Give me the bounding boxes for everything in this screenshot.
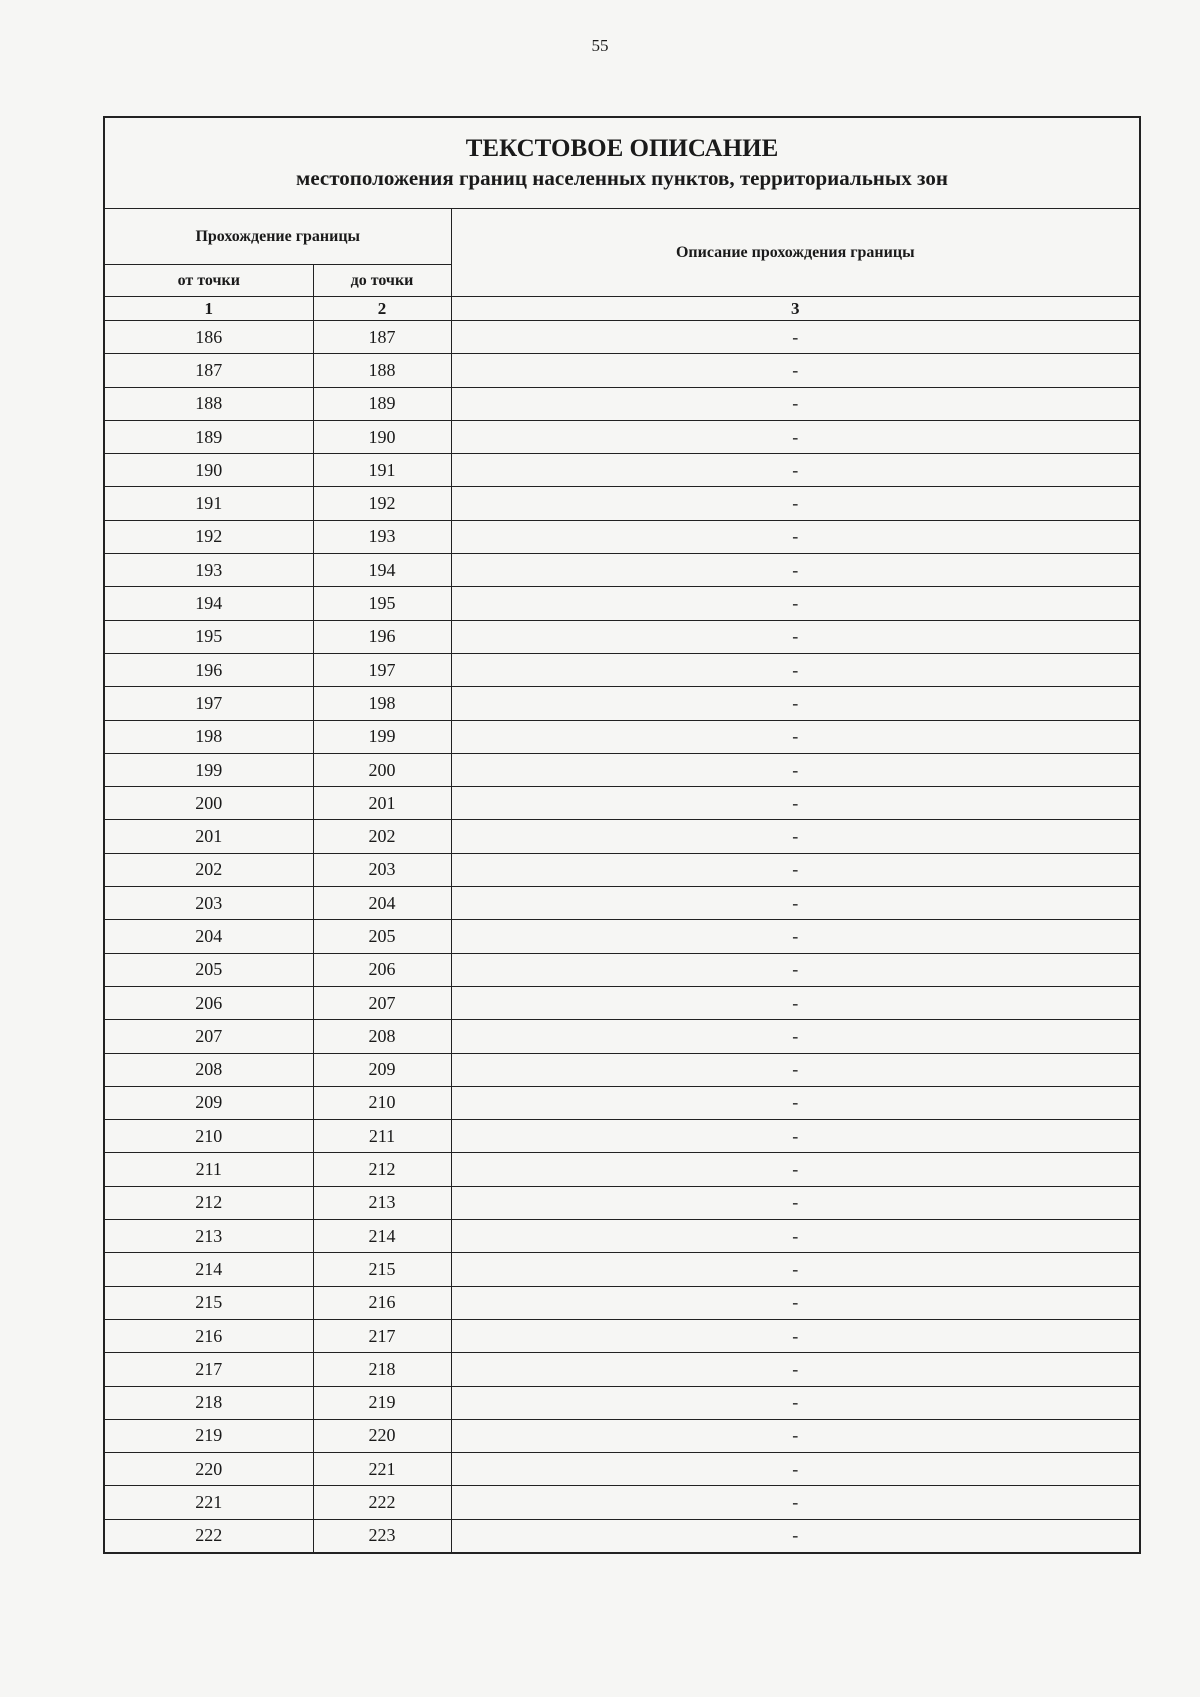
description-cell: -: [451, 1319, 1140, 1352]
to-point-cell: 218: [313, 1353, 451, 1386]
from-point-cell: 216: [104, 1319, 313, 1352]
from-point-cell: 190: [104, 454, 313, 487]
table-row: [104, 1053, 1140, 1086]
from-point-cell: 191: [104, 487, 313, 520]
table-row: [104, 1286, 1140, 1319]
description-cell: -: [451, 454, 1140, 487]
from-point-cell: 211: [104, 1153, 313, 1186]
description-cell: -: [451, 653, 1140, 686]
from-point-cell: 214: [104, 1253, 313, 1286]
table-row: [104, 487, 1140, 520]
from-point-cell: 186: [104, 321, 313, 354]
to-point-cell: 196: [313, 620, 451, 653]
table-row: [104, 753, 1140, 786]
to-point-cell: 219: [313, 1386, 451, 1419]
table-row: [104, 687, 1140, 720]
from-point-cell: 195: [104, 620, 313, 653]
to-point-cell: 211: [313, 1120, 451, 1153]
from-point-cell: 203: [104, 887, 313, 920]
from-point-cell: 201: [104, 820, 313, 853]
description-cell: -: [451, 1153, 1140, 1186]
from-point-cell: 202: [104, 853, 313, 886]
description-cell: -: [451, 953, 1140, 986]
description-cell: -: [451, 587, 1140, 620]
description-cell: -: [451, 920, 1140, 953]
description-cell: -: [451, 1253, 1140, 1286]
table-row: [104, 986, 1140, 1019]
from-point-cell: 208: [104, 1053, 313, 1086]
table-row: [104, 1120, 1140, 1153]
description-cell: -: [451, 1120, 1140, 1153]
table-row: [104, 1486, 1140, 1519]
description-cell: -: [451, 1286, 1140, 1319]
from-point-cell: 189: [104, 420, 313, 453]
description-cell: -: [451, 1519, 1140, 1553]
from-point-cell: 200: [104, 787, 313, 820]
to-point-cell: 201: [313, 787, 451, 820]
to-point-cell: 221: [313, 1453, 451, 1486]
table-row: [104, 1220, 1140, 1253]
column-number-3: 3: [451, 297, 1140, 321]
to-point-cell: 205: [313, 920, 451, 953]
from-point-cell: 212: [104, 1186, 313, 1219]
table-row: [104, 1020, 1140, 1053]
to-point-cell: 216: [313, 1286, 451, 1319]
to-point-cell: 192: [313, 487, 451, 520]
from-point-cell: 199: [104, 753, 313, 786]
table-row: [104, 321, 1140, 354]
table-row: [104, 354, 1140, 387]
description-cell: -: [451, 387, 1140, 420]
header-description: Описание прохождения границы: [451, 209, 1140, 297]
from-point-cell: 193: [104, 554, 313, 587]
to-point-cell: 217: [313, 1319, 451, 1352]
document-subtitle: местоположения границ населенных пунктов, территориальных зон: [296, 166, 948, 190]
from-point-cell: 217: [104, 1353, 313, 1386]
to-point-cell: 220: [313, 1419, 451, 1452]
table-row: [104, 920, 1140, 953]
description-cell: -: [451, 1220, 1140, 1253]
table-row: [104, 1319, 1140, 1352]
description-cell: -: [451, 887, 1140, 920]
from-point-cell: 187: [104, 354, 313, 387]
table-row: [104, 587, 1140, 620]
to-point-cell: 214: [313, 1220, 451, 1253]
table-row: [104, 1186, 1140, 1219]
to-point-cell: 200: [313, 753, 451, 786]
table-row: [104, 387, 1140, 420]
to-point-cell: 187: [313, 321, 451, 354]
from-point-cell: 198: [104, 720, 313, 753]
to-point-cell: 212: [313, 1153, 451, 1186]
description-cell: -: [451, 554, 1140, 587]
to-point-cell: 223: [313, 1519, 451, 1553]
from-point-cell: 194: [104, 587, 313, 620]
description-cell: -: [451, 1353, 1140, 1386]
description-cell: -: [451, 720, 1140, 753]
description-cell: -: [451, 820, 1140, 853]
table-row: [104, 1353, 1140, 1386]
document-title: ТЕКСТОВОЕ ОПИСАНИЕ: [465, 135, 779, 162]
from-point-cell: 219: [104, 1419, 313, 1452]
to-point-cell: 222: [313, 1486, 451, 1519]
table-row: [104, 1419, 1140, 1452]
description-cell: -: [451, 853, 1140, 886]
to-point-cell: 194: [313, 554, 451, 587]
header-boundary-passage: Прохождение границы: [104, 209, 451, 265]
table-header: [104, 117, 1140, 321]
from-point-cell: 188: [104, 387, 313, 420]
page-number: 55: [591, 36, 609, 55]
to-point-cell: 202: [313, 820, 451, 853]
description-cell: -: [451, 354, 1140, 387]
table-row: [104, 1086, 1140, 1119]
to-point-cell: 204: [313, 887, 451, 920]
table-row: [104, 820, 1140, 853]
to-point-cell: 197: [313, 653, 451, 686]
to-point-cell: 195: [313, 587, 451, 620]
description-cell: -: [451, 753, 1140, 786]
from-point-cell: 197: [104, 687, 313, 720]
table-row: [104, 1153, 1140, 1186]
from-point-cell: 210: [104, 1120, 313, 1153]
from-point-cell: 204: [104, 920, 313, 953]
column-number-1: 1: [104, 297, 313, 321]
description-cell: -: [451, 520, 1140, 553]
description-cell: -: [451, 1053, 1140, 1086]
to-point-cell: 213: [313, 1186, 451, 1219]
from-point-cell: 215: [104, 1286, 313, 1319]
header-to-point: до точки: [313, 265, 451, 297]
to-point-cell: 215: [313, 1253, 451, 1286]
table-row: [104, 653, 1140, 686]
to-point-cell: 190: [313, 420, 451, 453]
description-cell: -: [451, 1453, 1140, 1486]
table-row: [104, 1253, 1140, 1286]
description-cell: -: [451, 687, 1140, 720]
to-point-cell: 191: [313, 454, 451, 487]
description-cell: -: [451, 420, 1140, 453]
table-row: [104, 420, 1140, 453]
from-point-cell: 192: [104, 520, 313, 553]
from-point-cell: 209: [104, 1086, 313, 1119]
description-cell: -: [451, 787, 1140, 820]
table-row: [104, 887, 1140, 920]
to-point-cell: 203: [313, 853, 451, 886]
description-cell: -: [451, 1386, 1140, 1419]
from-point-cell: 196: [104, 653, 313, 686]
to-point-cell: 209: [313, 1053, 451, 1086]
table-row: [104, 1386, 1140, 1419]
to-point-cell: 188: [313, 354, 451, 387]
table-row: [104, 454, 1140, 487]
description-cell: -: [451, 1486, 1140, 1519]
description-cell: -: [451, 1020, 1140, 1053]
table-title-cell: [104, 117, 1140, 209]
boundary-table: [103, 116, 1141, 1554]
description-cell: -: [451, 1419, 1140, 1452]
description-cell: -: [451, 620, 1140, 653]
table-row: [104, 953, 1140, 986]
description-cell: -: [451, 321, 1140, 354]
table-row: [104, 1453, 1140, 1486]
table-row: [104, 1519, 1140, 1553]
from-point-cell: 222: [104, 1519, 313, 1553]
to-point-cell: 198: [313, 687, 451, 720]
from-point-cell: 213: [104, 1220, 313, 1253]
to-point-cell: 208: [313, 1020, 451, 1053]
to-point-cell: 193: [313, 520, 451, 553]
description-cell: -: [451, 1086, 1140, 1119]
to-point-cell: 210: [313, 1086, 451, 1119]
to-point-cell: 207: [313, 986, 451, 1019]
from-point-cell: 207: [104, 1020, 313, 1053]
header-from-point: от точки: [104, 265, 313, 297]
table-row: [104, 787, 1140, 820]
from-point-cell: 218: [104, 1386, 313, 1419]
to-point-cell: 199: [313, 720, 451, 753]
from-point-cell: 205: [104, 953, 313, 986]
table-row: [104, 520, 1140, 553]
table-row: [104, 554, 1140, 587]
from-point-cell: 220: [104, 1453, 313, 1486]
description-cell: -: [451, 1186, 1140, 1219]
description-cell: -: [451, 487, 1140, 520]
column-number-2: 2: [313, 297, 451, 321]
table-row: [104, 620, 1140, 653]
table-row: [104, 720, 1140, 753]
to-point-cell: 189: [313, 387, 451, 420]
from-point-cell: 206: [104, 986, 313, 1019]
to-point-cell: 206: [313, 953, 451, 986]
from-point-cell: 221: [104, 1486, 313, 1519]
description-cell: -: [451, 986, 1140, 1019]
boundary-description-sheet: [103, 116, 1139, 1554]
table-body: [104, 321, 1140, 1553]
table-row: [104, 853, 1140, 886]
